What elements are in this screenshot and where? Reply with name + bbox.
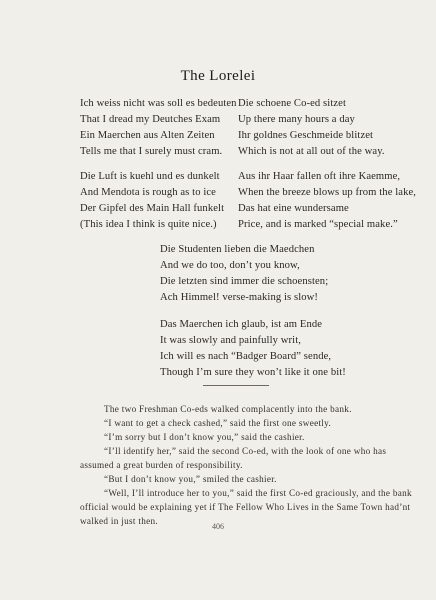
verse-line: Ihr goldnes Geschmeide blitzet — [238, 130, 374, 141]
prose-line: “I’m sorry but I don’t know you,” said the cashier. — [104, 432, 305, 442]
verse-line: Das hat eine wundersame — [238, 203, 349, 214]
verse-line: Price, and is marked “special make.” — [238, 219, 398, 230]
prose-line: “Well, I’ll introduce her to you,” said the first Co-ed graciously, and the bank — [104, 488, 412, 498]
verse-line: (This idea I think is quite nice.) — [80, 219, 217, 230]
verse-line: And Mendota is rough as to ice — [80, 187, 216, 198]
verse-line: Ich will es nach “Badger Board” sende, — [160, 351, 332, 362]
verse-line: Tells me that I surely must cram. — [80, 146, 223, 157]
poem-title: The Lorelei — [180, 68, 256, 84]
prose-line: “I’ll identify her,” said the second Co-ed, with the look of one who has — [104, 446, 387, 456]
prose-line: “I want to get a check cashed,” said the first one sweetly. — [104, 418, 332, 428]
prose-line: assumed a great burden of responsibility. — [80, 460, 243, 470]
page-number: 406 — [212, 522, 224, 531]
verse-line: Ein Maerchen aus Alten Zeiten — [80, 130, 215, 141]
prose-line: official would be explaining yet if The Fellow Who Lives in the Same Town had’nt — [80, 502, 411, 512]
verse-line: Die letzten sind immer die schoensten; — [160, 276, 329, 287]
verse-line: Though I’m sure they won’t like it one bit! — [160, 367, 346, 378]
verse-line: Aus ihr Haar fallen oft ihre Kaemme, — [238, 171, 401, 182]
prose-line: walked in just then. — [80, 516, 158, 526]
verse-line: Die Studenten lieben die Maedchen — [160, 244, 315, 255]
verse-line: Die schoene Co-ed sitzet — [238, 98, 347, 109]
verse-line: Ich weiss nicht was soll es bedeuten — [80, 98, 237, 109]
verse-line: Which is not at all out of the way. — [238, 146, 385, 157]
verse-line: Das Maerchen ich glaub, ist am Ende — [160, 319, 323, 330]
verse-line: Die Luft is kuehl und es dunkelt — [80, 171, 220, 182]
prose-line: The two Freshman Co-eds walked complacently into the bank. — [104, 404, 352, 414]
verse-line: That I dread my Deutches Exam — [80, 114, 221, 125]
verse-line: And we do too, don’t you know, — [160, 260, 300, 271]
verse-line: Der Gipfel des Main Hall funkelt — [80, 203, 225, 214]
verse-line: When the breeze blows up from the lake, — [238, 187, 417, 198]
section-divider — [203, 385, 269, 386]
prose-line: “But I don’t know you,” smiled the cashier. — [104, 474, 277, 484]
verse-line: Ach Himmel! verse-making is slow! — [160, 292, 319, 303]
verse-line: It was slowly and painfully writ, — [160, 335, 301, 346]
verse-line: Up there many hours a day — [238, 114, 355, 125]
